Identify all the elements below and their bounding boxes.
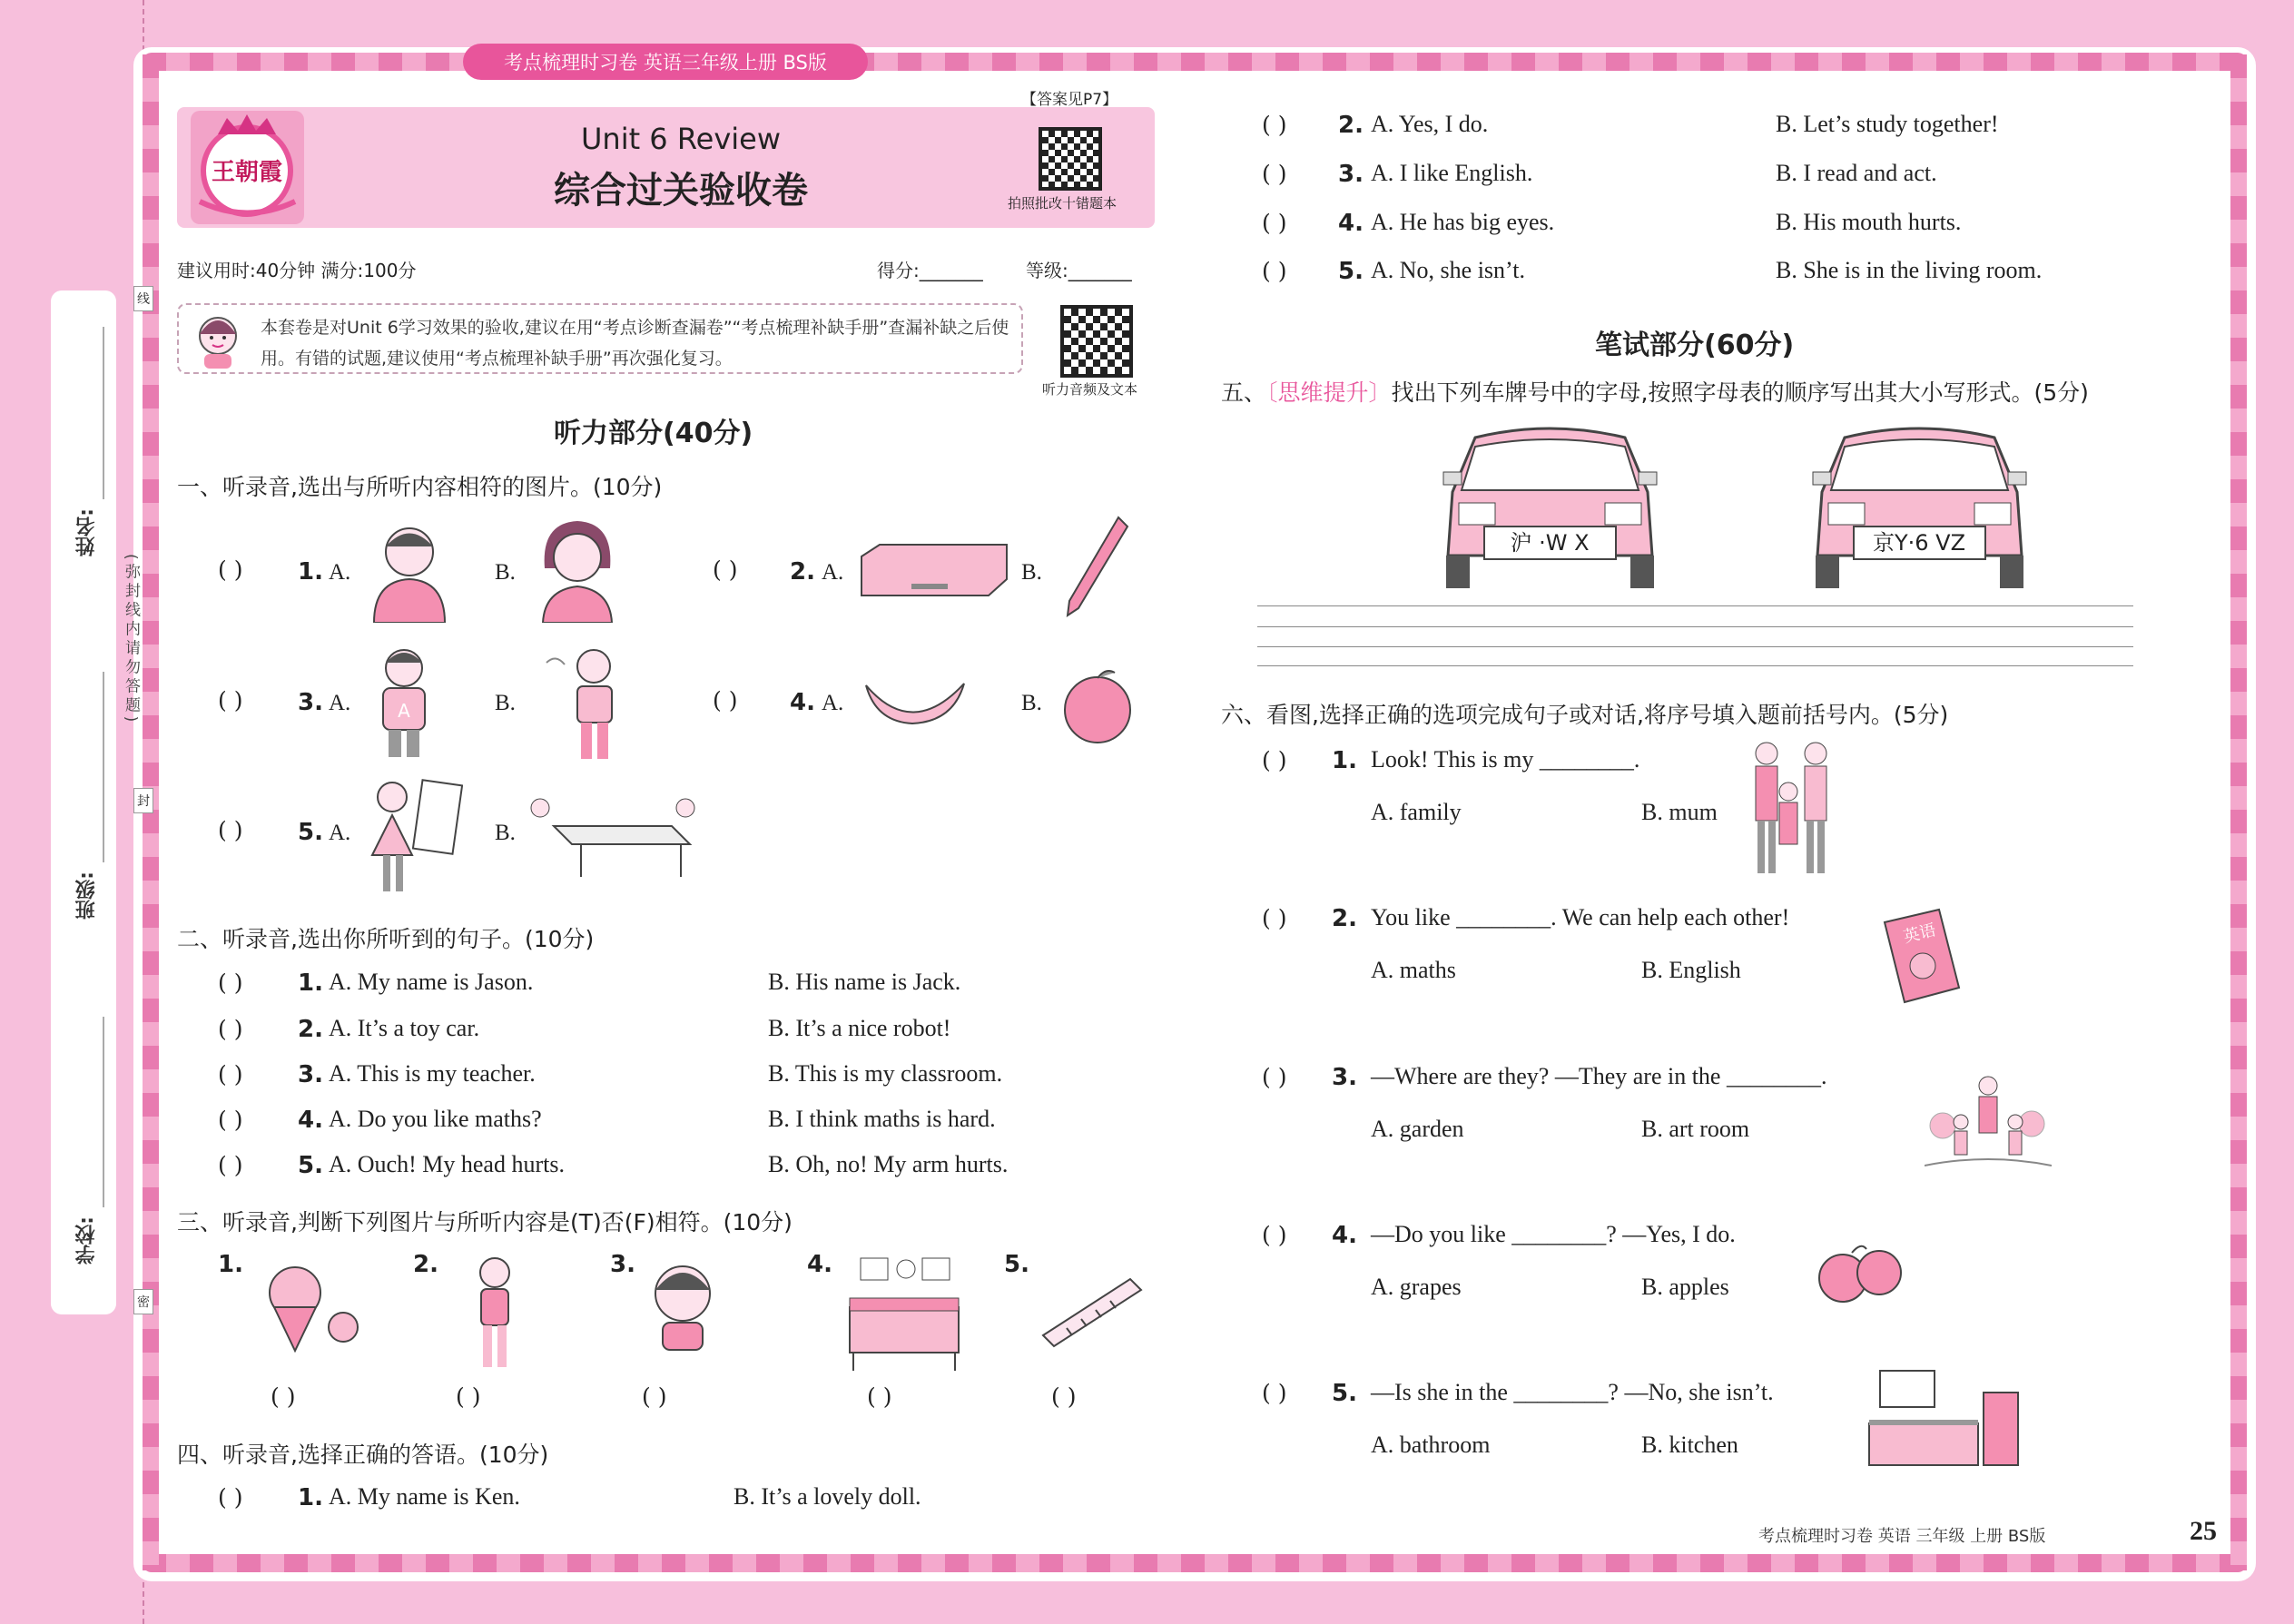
q6-item-number: 4. xyxy=(1332,1222,1357,1249)
q1-item-number: 3. xyxy=(298,689,323,716)
q6-option-a: A. family xyxy=(1371,799,1462,825)
time-score-info: 建议用时:40分钟 满分:100分 xyxy=(177,260,417,281)
girl-avatar-icon xyxy=(186,307,250,370)
school-label: 学校: xyxy=(75,1216,98,1265)
writing-line[interactable] xyxy=(1257,605,2133,606)
q2-item-number: 5. xyxy=(298,1152,323,1179)
page-number: 25 xyxy=(2190,1516,2217,1546)
license-plate-right: 京Y·6 VZ xyxy=(1872,530,1966,556)
q6-option-b: B. kitchen xyxy=(1641,1432,1738,1458)
answer-paren[interactable]: ( ) xyxy=(271,1383,296,1410)
ice-cream-picture[interactable] xyxy=(254,1262,363,1353)
q2-item-number: 4. xyxy=(298,1107,323,1134)
pen-picture[interactable] xyxy=(1058,514,1131,626)
english-book-picture xyxy=(1881,908,1963,1006)
answer-paren[interactable]: ( ) xyxy=(218,1016,243,1042)
q3-item-number: 5. xyxy=(1004,1251,1029,1278)
grade-field[interactable]: 等级:_______ xyxy=(1026,260,1132,281)
q1-item-number: 4. xyxy=(790,689,815,716)
q6-item-number: 2. xyxy=(1332,905,1357,932)
boy-face-picture[interactable] xyxy=(646,1257,719,1353)
svg-text:A: A xyxy=(398,700,410,722)
q6-option-b: B. apples xyxy=(1641,1274,1729,1300)
exam-title: 综合过关验收卷 xyxy=(554,170,808,212)
boy-shirt-picture[interactable] xyxy=(372,646,436,759)
q2-option-a: A. My name is Jason. xyxy=(329,969,534,995)
thinking-tag: 〔思维提升〕 xyxy=(1266,379,1392,406)
writing-line[interactable] xyxy=(1257,646,2133,647)
answer-paren[interactable]: ( ) xyxy=(1262,161,1287,187)
seal-mark-seal: 封 xyxy=(133,788,153,813)
answer-paren[interactable]: ( ) xyxy=(218,1061,243,1088)
car-picture-left xyxy=(1439,419,1661,590)
answer-paren[interactable]: ( ) xyxy=(456,1383,481,1410)
q3-heading: 三、听录音,判断下列图片与所听内容是(T)否(F)相符。(10分) xyxy=(177,1209,793,1235)
option-b-label: B. xyxy=(1021,560,1042,585)
q6-option-a: A. bathroom xyxy=(1371,1432,1491,1458)
seal-mark-secret: 密 xyxy=(133,1289,153,1314)
school-line xyxy=(103,1017,104,1207)
q6-item-number: 5. xyxy=(1332,1380,1357,1407)
grading-qr-code[interactable] xyxy=(1039,127,1102,191)
q4-item-number: 3. xyxy=(1338,161,1364,188)
q2-option-a: A. This is my teacher. xyxy=(329,1060,536,1087)
boy-singing-picture[interactable] xyxy=(537,645,637,763)
q2-item-number: 1. xyxy=(298,969,323,997)
intro-text: 本套卷是对Unit 6学习效果的验收,建议在用“考点诊断查漏卷”“考点梳理补缺手册”查漏补缺之后使用。有错的试题,建议使用“考点梳理补缺手册”再次强化复习。 xyxy=(261,318,1009,369)
answer-paren[interactable]: ( ) xyxy=(642,1383,667,1410)
kitchen-picture xyxy=(1866,1369,2020,1467)
q4-option-b: B. It’s a lovely doll. xyxy=(733,1483,921,1510)
option-b-label: B. xyxy=(1021,691,1042,715)
name-label: 姓名: xyxy=(75,508,98,556)
option-b-label: B. xyxy=(495,560,516,585)
answer-paren[interactable]: ( ) xyxy=(218,1152,243,1178)
answer-paren[interactable]: ( ) xyxy=(713,687,738,714)
answer-paren[interactable]: ( ) xyxy=(218,1107,243,1133)
girl-drawing-picture[interactable] xyxy=(363,773,463,896)
answer-paren[interactable]: ( ) xyxy=(1262,1064,1287,1090)
q6-heading: 六、看图,选择正确的选项完成句子或对话,将序号填入题前括号内。(5分) xyxy=(1221,702,1949,728)
license-plate-left: 沪 ·W X xyxy=(1510,530,1590,556)
q4-option-a: A. My name is Ken. xyxy=(329,1483,520,1510)
q2-option-b: B. It’s a nice robot! xyxy=(768,1015,951,1041)
answer-paren[interactable]: ( ) xyxy=(1262,258,1287,284)
q6-option-a: A. garden xyxy=(1371,1116,1464,1142)
class-line xyxy=(103,672,104,862)
answer-paren[interactable]: ( ) xyxy=(1262,1222,1287,1248)
audio-qr-caption: 听力音频及文本 xyxy=(1042,381,1138,398)
garden-picture xyxy=(1925,1071,2052,1171)
q2-option-a: A. Ouch! My head hurts. xyxy=(329,1151,565,1177)
q2-option-b: B. Oh, no! My arm hurts. xyxy=(768,1151,1009,1177)
q2-option-b: B. I think maths is hard. xyxy=(768,1106,996,1132)
intro-box xyxy=(177,303,1023,374)
q5-heading-text: 找出下列车牌号中的字母,按照字母表的顺序写出其大小写形式。(5分) xyxy=(1391,379,2089,406)
peach-picture[interactable] xyxy=(1060,667,1135,744)
class-label: 班级: xyxy=(75,871,98,920)
car-picture-right xyxy=(1808,419,2031,590)
q4-item-number: 2. xyxy=(1338,112,1364,139)
q4-option-b: B. His mouth hurts. xyxy=(1776,209,1962,235)
name-line xyxy=(103,327,104,499)
ping-pong-picture[interactable] xyxy=(527,790,699,881)
q5-heading xyxy=(1221,375,2089,408)
q2-option-a: A. Do you like maths? xyxy=(329,1106,542,1132)
answer-paren[interactable]: ( ) xyxy=(218,556,243,583)
answer-paren[interactable]: ( ) xyxy=(867,1383,892,1410)
option-a-label: A. xyxy=(822,691,844,715)
q6-option-b: B. mum xyxy=(1641,799,1718,825)
top-banner: 考点梳理时习卷 英语三年级上册 BS版 xyxy=(463,44,868,80)
q1-item-number: 2. xyxy=(790,558,815,586)
q4-option-a: A. No, she isn’t. xyxy=(1371,257,1525,283)
listening-section-title: 听力部分(40分) xyxy=(554,418,753,449)
q2-option-b: B. This is my classroom. xyxy=(768,1060,1003,1087)
apples-picture xyxy=(1816,1240,1906,1304)
answer-paren[interactable]: ( ) xyxy=(1262,1380,1287,1406)
option-a-label: A. xyxy=(329,821,351,845)
option-b-label: B. xyxy=(495,691,516,715)
q4-option-b: B. Let’s study together! xyxy=(1776,111,1999,137)
answer-paren[interactable]: ( ) xyxy=(1262,905,1287,931)
q6-question: You like ________. We can help each other! xyxy=(1371,904,1790,930)
q6-question: —Is she in the ________? —No, she isn’t. xyxy=(1371,1379,1774,1405)
top-wave-border xyxy=(143,53,2247,71)
q4-option-a: A. He has big eyes. xyxy=(1371,209,1555,235)
q6-question: Look! This is my ________. xyxy=(1371,746,1640,773)
book-label: 英语 xyxy=(1901,920,1938,948)
bedroom-picture[interactable] xyxy=(842,1253,965,1375)
family-picture xyxy=(1741,737,1841,878)
q4-item-number: 5. xyxy=(1338,258,1364,285)
option-a-label: A. xyxy=(329,691,351,715)
q4-item-number: 4. xyxy=(1338,210,1364,237)
banana-picture[interactable] xyxy=(862,676,967,731)
right-wave-border xyxy=(2230,54,2247,1570)
q3-item-number: 3. xyxy=(610,1251,635,1278)
q6-option-b: B. art room xyxy=(1641,1116,1750,1142)
grading-qr-caption: 拍照批改十错题本 xyxy=(1008,195,1117,212)
answer-paren[interactable]: ( ) xyxy=(218,1484,243,1511)
bottom-wave-border xyxy=(143,1554,2247,1572)
q6-option-a: A. maths xyxy=(1371,957,1456,983)
answer-reference: 【答案见P7】 xyxy=(1021,91,1118,109)
audio-qr-code[interactable] xyxy=(1060,305,1133,378)
answer-paren[interactable]: ( ) xyxy=(1262,210,1287,236)
publisher-logo xyxy=(191,111,304,224)
q4-option-a: A. Yes, I do. xyxy=(1371,111,1489,137)
q1-heading: 一、听录音,选出与所听内容相符的图片。(10分) xyxy=(177,474,663,500)
q6-option-b: B. English xyxy=(1641,957,1741,983)
q4-heading: 四、听录音,选择正确的答语。(10分) xyxy=(177,1442,549,1468)
q3-item-number: 1. xyxy=(218,1251,243,1278)
footer-text: 考点梳理时习卷 英语 三年级 上册 BS版 xyxy=(1758,1527,2046,1546)
q6-question: —Where are they? —They are in the ________. xyxy=(1371,1063,1827,1089)
pencil-case-picture[interactable] xyxy=(857,543,1011,597)
q1-item-number: 5. xyxy=(298,819,323,846)
option-a-label: A. xyxy=(329,560,351,585)
answer-paren[interactable]: ( ) xyxy=(713,556,738,583)
answer-paren[interactable]: ( ) xyxy=(218,687,243,714)
ruler-picture[interactable] xyxy=(1039,1275,1144,1348)
q5-heading-prefix: 五、 xyxy=(1221,379,1267,406)
writing-line[interactable] xyxy=(1257,626,2133,627)
q2-heading: 二、听录音,选出你所听到的句子。(10分) xyxy=(177,926,595,952)
girl-standing-picture[interactable] xyxy=(463,1253,527,1371)
writing-section-title: 笔试部分(60分) xyxy=(1595,330,1795,361)
answer-paren[interactable]: ( ) xyxy=(1262,112,1287,138)
q6-item-number: 3. xyxy=(1332,1064,1357,1091)
q6-question: —Do you like ________? —Yes, I do. xyxy=(1371,1221,1736,1247)
q2-item-number: 2. xyxy=(298,1016,323,1043)
q6-item-number: 1. xyxy=(1332,747,1357,774)
q2-option-a: A. It’s a toy car. xyxy=(329,1015,480,1041)
logo-text: 王朝霞 xyxy=(211,159,283,186)
answer-paren[interactable]: ( ) xyxy=(218,969,243,996)
seal-mark-line: 线 xyxy=(133,286,153,311)
q2-item-number: 3. xyxy=(298,1061,323,1088)
q3-item-number: 2. xyxy=(413,1251,438,1278)
score-field[interactable]: 得分:_______ xyxy=(877,260,983,281)
answer-paren[interactable]: ( ) xyxy=(218,817,243,843)
seal-note: (弥封线内请勿答题) xyxy=(122,554,140,726)
q4-option-b: B. She is in the living room. xyxy=(1776,257,2043,283)
student-info-sidebar xyxy=(51,290,116,1314)
unit-title: Unit 6 Review xyxy=(580,122,781,156)
girl-picture[interactable] xyxy=(532,514,623,623)
option-a-label: A. xyxy=(822,560,844,585)
writing-line[interactable] xyxy=(1257,665,2133,666)
q1-item-number: 1. xyxy=(298,558,323,586)
answer-paren[interactable]: ( ) xyxy=(1262,747,1287,773)
option-b-label: B. xyxy=(495,821,516,845)
q6-option-a: A. grapes xyxy=(1371,1274,1462,1300)
q3-item-number: 4. xyxy=(807,1251,832,1278)
q2-option-b: B. His name is Jack. xyxy=(768,969,961,995)
answer-paren[interactable]: ( ) xyxy=(1051,1383,1077,1410)
father-picture[interactable] xyxy=(356,516,463,623)
q4-option-b: B. I read and act. xyxy=(1776,160,1937,186)
q4-item-number: 1. xyxy=(298,1484,323,1511)
q4-option-a: A. I like English. xyxy=(1371,160,1533,186)
